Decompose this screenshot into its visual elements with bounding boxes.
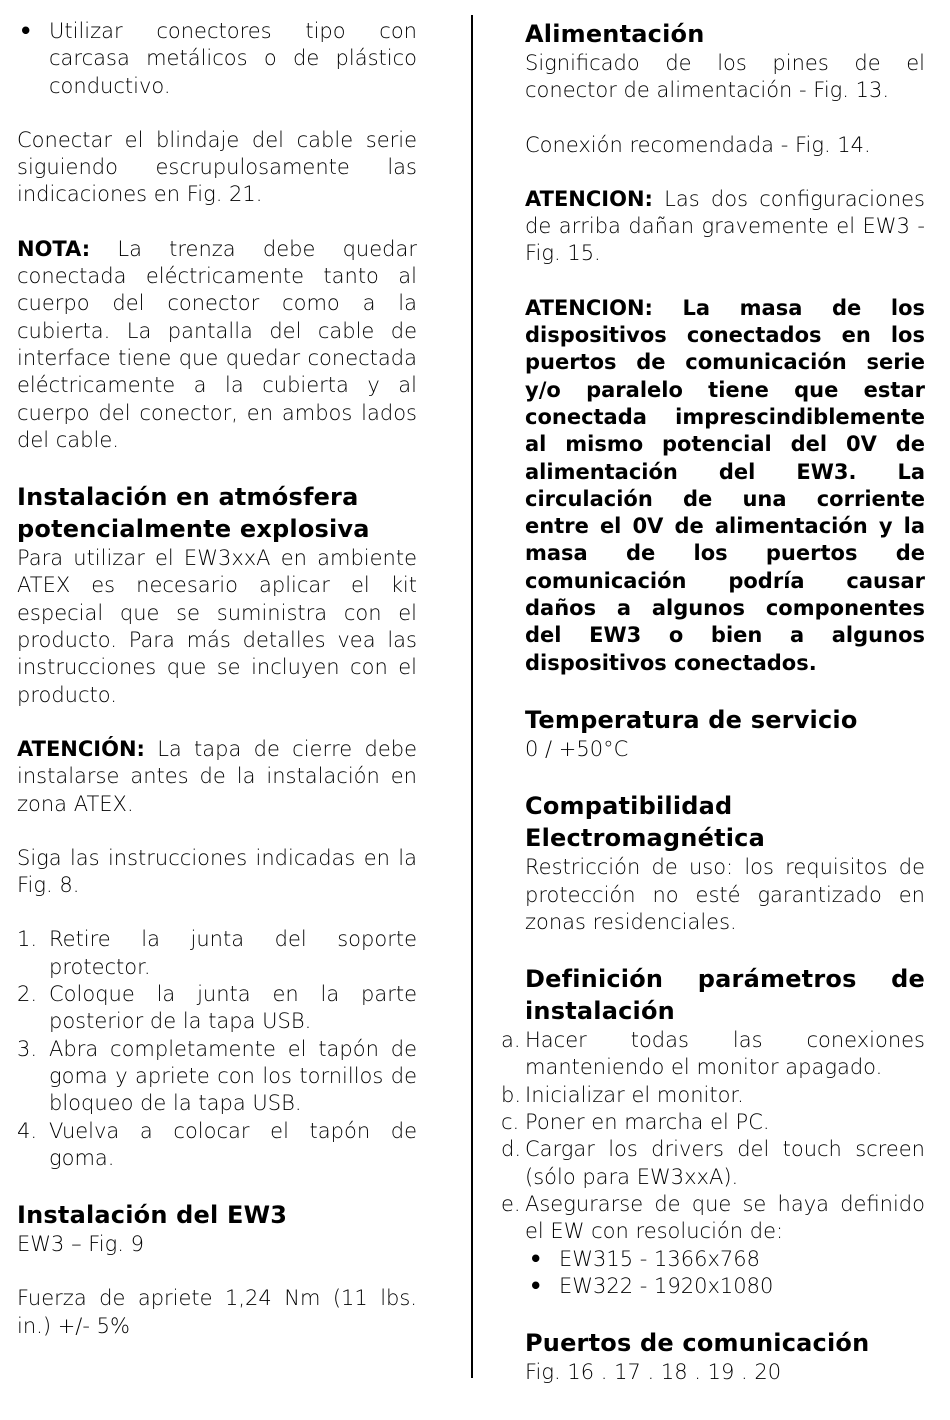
atencion1-paragraph (525, 186, 925, 268)
param-text: Cargar los drivers del touch screen (sólo para EW3xxA). (525, 1137, 925, 1189)
list-item (17, 1118, 417, 1173)
step-text: Abra completamente el tapón de goma y apriete con los tornillos de bloqueo de la tapa USB. (49, 1036, 417, 1116)
step-marker: 4. (17, 1118, 38, 1143)
step-marker: 2. (17, 982, 38, 1007)
install-heading: Instalación del EW3 (17, 1201, 288, 1230)
ports-paragraph: Fig. 16 . 17 . 18 . 19 . 20 (525, 1360, 782, 1385)
param-marker: a. (501, 1028, 521, 1053)
list-item: • Utilizar conectores tipo con carcasa metálicos o de plástico conductivo. (17, 18, 417, 100)
column-divider (471, 15, 473, 1378)
list-item (501, 1191, 925, 1300)
list-item (17, 1036, 417, 1118)
emc-heading: Compatibilidad Electromagnética (525, 792, 765, 853)
atencion1-text: Las dos configuraciones de arriba dañan gravemente el EW3 - Fig. 15. (525, 186, 925, 266)
right-column (501, 18, 925, 1386)
params-heading: Definición parámetros de instalación (525, 965, 925, 1026)
power-heading: Alimentación (525, 20, 705, 48)
temperature-paragraph: 0 / +50°C (525, 736, 629, 761)
list-item (17, 926, 417, 981)
atencion-paragraph (17, 736, 417, 818)
param-marker: c. (501, 1110, 520, 1135)
list-item (501, 1082, 925, 1109)
params-list (501, 1027, 925, 1300)
nota-label: NOTA: (17, 236, 91, 261)
fig8-paragraph: Siga las instrucciones indicadas en la Fig. 8. (17, 845, 417, 898)
param-text: Inicializar el monitor. (525, 1082, 744, 1107)
param-marker: d. (501, 1137, 522, 1162)
atex-heading: Instalación en atmósfera potencialmente explosiva (17, 483, 370, 544)
nota-paragraph (17, 236, 417, 454)
list-item (17, 981, 417, 1036)
atencion1-label: ATENCION: (525, 186, 653, 211)
step-text: Vuelva a colocar el tapón de goma. (49, 1118, 417, 1170)
connector-bullet-list (17, 18, 417, 100)
resolution-list (525, 1246, 925, 1301)
atex-paragraph: Para utilizar el EW3xxA en ambiente ATEX es necesario aplicar el kit especial que se suministra con el producto. Para más detalles vea las instrucciones que se incluyen con el producto. (17, 546, 417, 707)
atencion-text: La tapa de cierre debe instalarse antes de la instalación en zona ATEX. (17, 736, 417, 816)
torque-paragraph: Fuerza de apriete 1,24 Nm (11 lbs. in.) +/- 5% (17, 1286, 417, 1338)
step-marker: 1. (17, 927, 38, 952)
param-marker: e. (501, 1191, 521, 1216)
shield-paragraph: Conectar el blindaje del cable serie siguiendo escrupulosamente las indicaciones en Fig. 21. (17, 127, 417, 207)
steps-list (17, 926, 417, 1172)
list-item: • EW315 - 1366x768 (525, 1246, 925, 1273)
ew3-paragraph: EW3 – Fig. 9 (17, 1232, 144, 1257)
list-item (501, 1109, 925, 1136)
pins-paragraph: Significado de los pines de el conector de alimentación - Fig. 13. (525, 51, 925, 103)
left-column (17, 18, 417, 1367)
atencion2-paragraph: ATENCION: La masa de los dispositivos conectados en los puertos de comunicación serie y/o paralelo tiene que estar conectada imprescindiblemente al mismo potencial del 0V de alimentación del EW3. La circulación de una corriente entre el 0V de alimentación y la masa de los puertos de comunicación podría causar daños a algunos componentes del EW3 o bien a algunos dispositivos conectados. (525, 295, 925, 675)
step-text: Retire la junta del soporte protector. (49, 927, 417, 979)
list-item (501, 1027, 925, 1082)
emc-paragraph: Restricción de uso: los requisitos de protección no esté garantizado en zonas residenciales. (525, 855, 925, 934)
step-marker: 3. (17, 1036, 38, 1061)
step-text: Coloque la junta en la parte posterior de la tapa USB. (49, 982, 417, 1034)
temperature-heading: Temperatura de servicio (525, 705, 858, 734)
list-item: • EW322 - 1920x1080 (525, 1273, 925, 1300)
nota-text: La trenza debe quedar conectada eléctricamente tanto al cuerpo del conector como a la cubierta. La pantalla del cable de interface tiene que quedar conectada eléctricamente a la cubierta y al cuerpo del conector, en ambos lados del cable. (17, 236, 417, 452)
param-text: Poner en marcha el PC. (525, 1110, 770, 1135)
param-marker: b. (501, 1082, 522, 1107)
ports-heading: Puertos de comunicación (525, 1329, 870, 1358)
connection-paragraph: Conexión recomendada - Fig. 14. (525, 132, 871, 157)
param-text: Asegurarse de que se haya definido el EW con resolución de: (525, 1191, 925, 1244)
list-item (501, 1136, 925, 1191)
atencion-label: ATENCIÓN: (17, 736, 145, 761)
param-text: Hacer todas las conexiones manteniendo el monitor apagado. (525, 1028, 925, 1080)
